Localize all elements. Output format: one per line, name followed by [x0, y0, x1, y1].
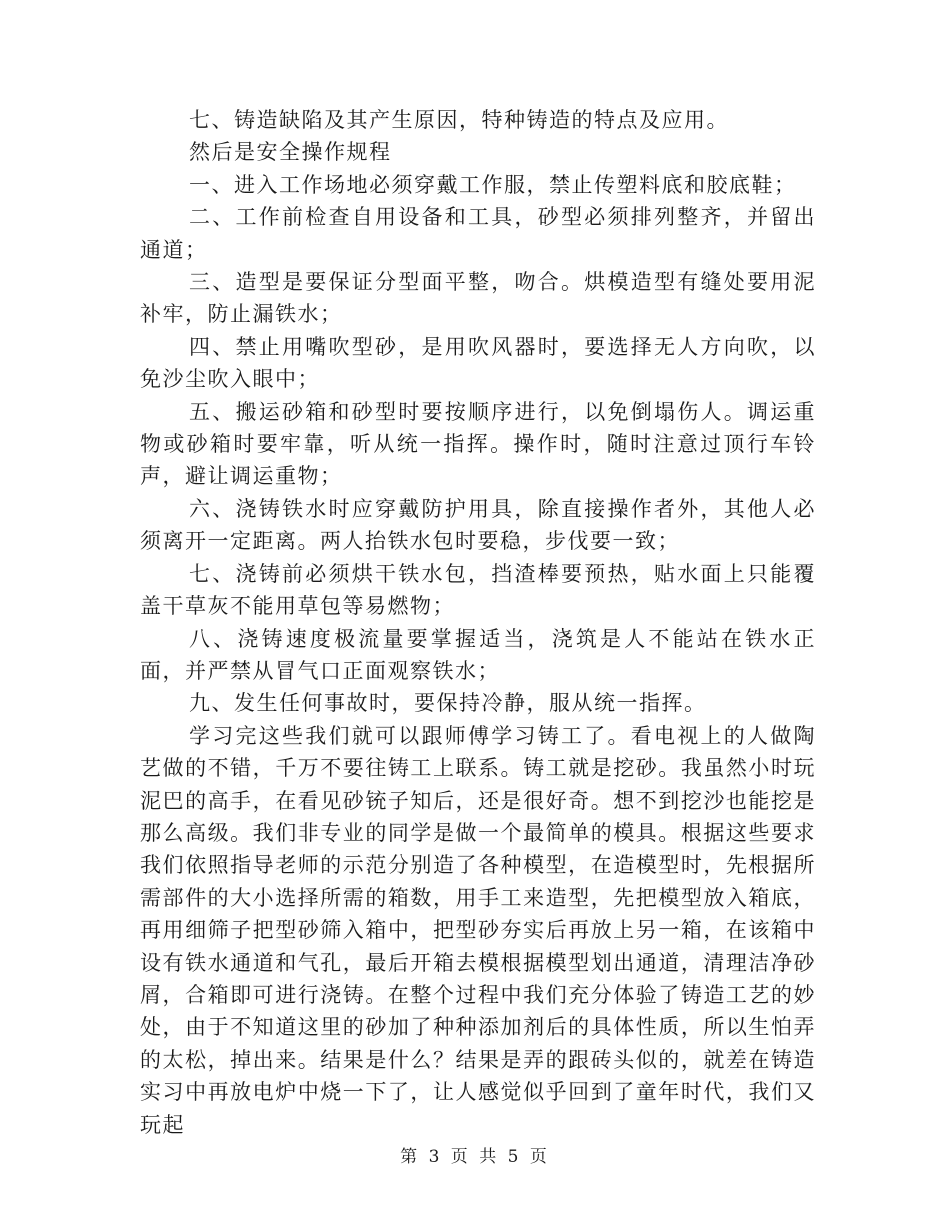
- paragraph: 七、铸造缺陷及其产生原因，特种铸造的特点及应用。: [189, 108, 729, 132]
- paragraph: 然后是安全操作规程: [189, 140, 392, 165]
- page-footer: 第 3 页 共 5 页: [400, 1147, 550, 1167]
- paragraph: 学习完这些我们就可以跟师傅学习铸工了。看电视上的人做陶艺做的不错，千万不要往铸工上联系。铸工就是挖砂。我虽然小时玩泥巴的高手，在看见砂铳子知后，还是很好奇。想不到挖沙也能挖是那么高级。我们非专业的同学是做一个最简单的模具。根据这些要求我们依照指导老师的示范分别造了各种模型，在造模型时，先根据所需部件的大小选择所需的箱数，用手工来造型，先把模型放入箱底，再用细筛子把型砂筛入箱中，把型砂夯实后再放上另一箱，在该箱中设有铁水通道和气孔，最后开箱去模根据模型划出通道，清理洁净砂屑，合箱即可进行浇铸。在整个过程中我们充分体验了铸造工艺的妙处，由于不知道这里的砂加了种种添加剂后的具体性质，所以生怕弄的太松，掉出来。结果是什么？结果是弄的跟砖头似的，就差在铸造实习中再放电炉中烧一下了，让人感觉似乎回到了童年时代，我们又玩起: [140, 723, 816, 1137]
- paragraph: 四、禁止用嘴吹型砂，是用吹风器时，要选择无人方向吹，以免沙尘吹入眼中；: [140, 334, 816, 392]
- paragraph: 七、浇铸前必须烘干铁水包，挡渣棒要预热，贴水面上只能覆盖干草灰不能用草包等易燃物；: [140, 561, 816, 619]
- paragraph: 五、搬运砂箱和砂型时要按顺序进行，以免倒塌伤人。调运重物或砂箱时要牢靠，听从统一指挥。操作时，随时注意过顶行车铃声，避让调运重物；: [140, 399, 816, 489]
- paragraph: 六、浇铸铁水时应穿戴防护用具，除直接操作者外，其他人必须离开一定距离。两人抬铁水包时要稳，步伐要一致；: [140, 496, 816, 554]
- paragraph: 三、造型是要保证分型面平整，吻合。烘模造型有缝处要用泥补牢，防止漏铁水；: [140, 270, 816, 327]
- paragraph: 二、工作前检查自用设备和工具，砂型必须排列整齐，并留出通道；: [140, 205, 816, 262]
- paragraph: 一、进入工作场地必须穿戴工作服，禁止传塑料底和胶底鞋；: [189, 172, 797, 197]
- document-body: [140, 104, 816, 1141]
- paragraph: 九、发生任何事故时，要保持冷静，服从统一指挥。: [189, 691, 707, 716]
- paragraph: 八、浇铸速度极流量要掌握适当，浇筑是人不能站在铁水正面，并严禁从冒气口正面观察铁水；: [140, 626, 816, 683]
